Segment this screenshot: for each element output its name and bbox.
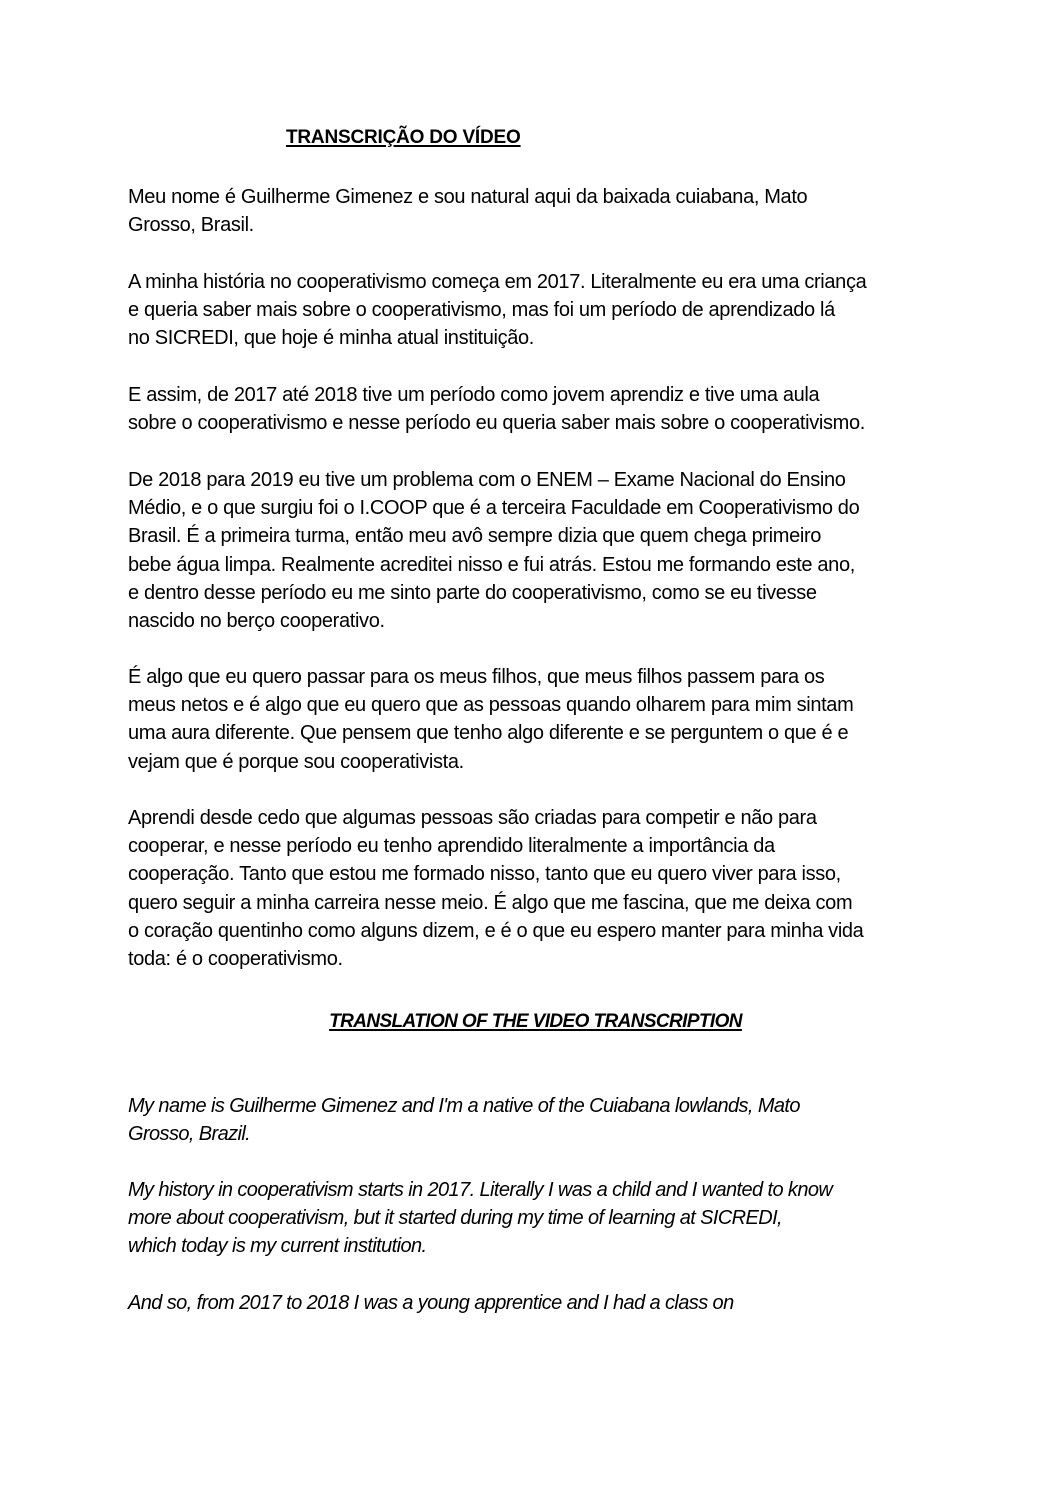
page-title-portuguese: TRANSCRIÇÃO DO VÍDEO xyxy=(286,127,521,148)
paragraph-pt-2 xyxy=(128,268,938,353)
text-line: quero seguir a minha carreira nesse meio. É algo que me fascina, que me deixa com xyxy=(128,891,853,914)
text-line: meus netos e é algo que eu quero que as pessoas quando olharem para mim sintam xyxy=(128,694,854,717)
text-line: no SICREDI, que hoje é minha atual instituição. xyxy=(128,327,535,350)
text-line: De 2018 para 2019 eu tive um problema com o ENEM – Exame Nacional do Ensino xyxy=(128,469,846,491)
section-title-english: TRANSLATION OF THE VIDEO TRANSCRIPTION xyxy=(329,1011,742,1032)
text-line: e queria saber mais sobre o cooperativismo, mas foi um período de aprendizado lá xyxy=(128,299,835,322)
text-line: Grosso, Brasil. xyxy=(128,214,254,237)
text-line: Meu nome é Guilherme Gimenez e sou natural aqui da baixada cuiabana, Mato xyxy=(128,186,808,208)
text-line: My history in cooperativism starts in 2017. Literally I was a child and I wanted to know xyxy=(128,1179,833,1201)
text-line: cooperação. Tanto que estou me formado nisso, tanto que eu quero viver para isso, xyxy=(128,863,841,886)
text-line: o coração quentinho como alguns dizem, e é o que eu espero manter para minha vida xyxy=(128,919,864,942)
text-line: cooperar, e nesse período eu tenho aprendido literalmente a importância da xyxy=(128,835,775,858)
paragraph-pt-1 xyxy=(128,183,938,239)
paragraph-en-3 xyxy=(128,1289,938,1317)
text-line: more about cooperativism, but it started during my time of learning at SICREDI, xyxy=(128,1207,783,1230)
text-line: uma aura diferente. Que pensem que tenho algo diferente e se perguntem o que é e xyxy=(128,722,849,745)
paragraph-en-1 xyxy=(128,1092,938,1148)
text-line: e dentro desse período eu me sinto parte do cooperativismo, como se eu tivesse xyxy=(128,581,817,604)
text-line: Médio, e o que surgiu foi o I.COOP que é a terceira Faculdade em Cooperativismo do xyxy=(128,497,860,520)
text-line: Aprendi desde cedo que algumas pessoas são criadas para competir e não para xyxy=(128,807,817,829)
text-line: sobre o cooperativismo e nesse período eu queria saber mais sobre o cooperativismo. xyxy=(128,412,865,435)
text-line: And so, from 2017 to 2018 I was a young apprentice and I had a class on xyxy=(128,1292,734,1314)
paragraph-pt-5 xyxy=(128,663,938,776)
text-line: bebe água limpa. Realmente acreditei nisso e fui atrás. Estou me formando este ano, xyxy=(128,553,855,576)
paragraph-pt-4 xyxy=(128,466,938,635)
text-line: A minha história no cooperativismo começa em 2017. Literalmente eu era uma criança xyxy=(128,271,867,293)
paragraph-pt-6 xyxy=(128,804,938,973)
text-line: toda: é o cooperativismo. xyxy=(128,948,343,971)
text-line: nascido no berço cooperativo. xyxy=(128,610,385,633)
text-line: Grosso, Brazil. xyxy=(128,1123,251,1146)
text-line: Brasil. É a primeira turma, então meu avô sempre dizia que quem chega primeiro xyxy=(128,525,822,548)
paragraph-pt-3 xyxy=(128,381,938,437)
text-line: which today is my current institution. xyxy=(128,1235,427,1258)
text-line: My name is Guilherme Gimenez and I'm a native of the Cuiabana lowlands, Mato xyxy=(128,1095,800,1117)
paragraph-en-2 xyxy=(128,1176,938,1261)
text-line: E assim, de 2017 até 2018 tive um período como jovem aprendiz e tive uma aula xyxy=(128,384,820,406)
text-line: É algo que eu quero passar para os meus filhos, que meus filhos passem para os xyxy=(128,666,825,688)
text-line: vejam que é porque sou cooperativista. xyxy=(128,750,464,773)
